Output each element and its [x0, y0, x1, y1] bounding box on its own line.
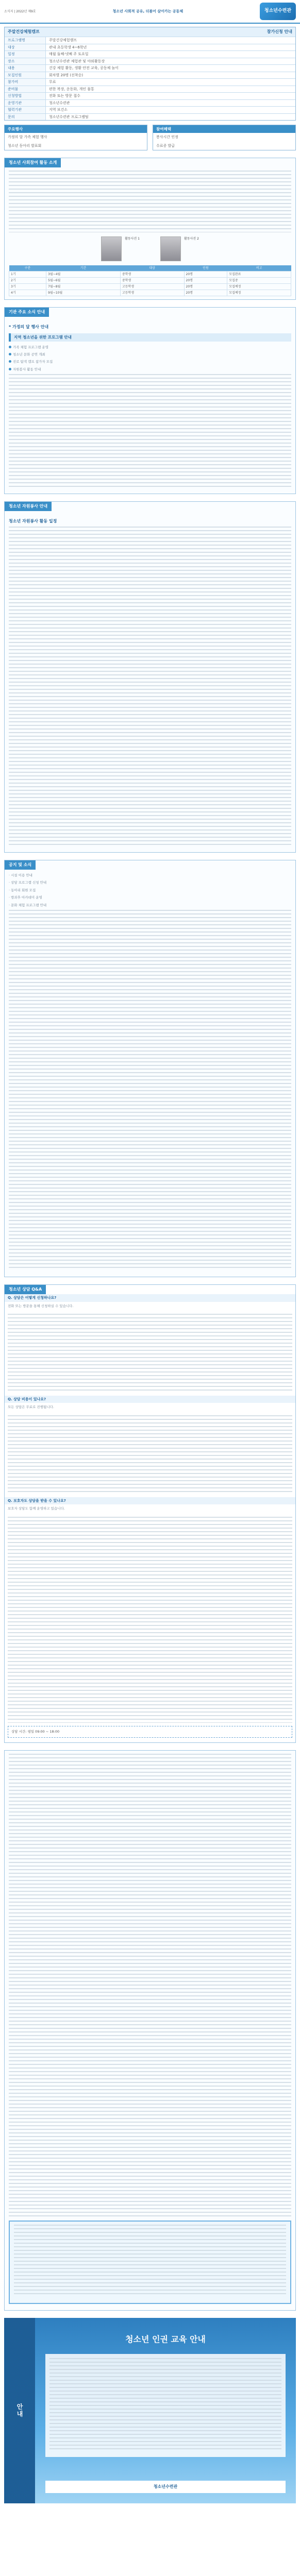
info-row	[5, 86, 295, 93]
box-line: 가정의 달 가족 체험 행사	[8, 135, 47, 140]
notice-item: · 문화 체험 프로그램 안내	[9, 903, 47, 907]
notice-item: · 동아리 회원 모집	[9, 888, 36, 892]
section-label: * 가정의 달 행사 안내	[9, 325, 49, 330]
info-value: 무료	[49, 80, 56, 84]
table-row	[9, 272, 291, 278]
activity-photo	[101, 236, 122, 261]
info-row	[5, 113, 295, 121]
table-row	[9, 290, 291, 296]
table-cell: 3월~4월	[46, 272, 121, 278]
table-header: 기간	[46, 265, 121, 272]
section-extended-content	[4, 1750, 296, 2311]
table-cell: 모집중	[227, 278, 291, 284]
box-title: 참여혜택	[153, 125, 295, 133]
table-cell: 모집예정	[227, 284, 291, 290]
notice-item: · 시설 이용 안내	[9, 873, 32, 878]
bullet-icon	[9, 360, 11, 363]
info-row	[5, 92, 295, 99]
info-row	[5, 72, 295, 79]
section-title: 청소년 사회참여 활동 소개	[5, 158, 61, 167]
table-header: 비고	[227, 265, 291, 272]
program-subtitle: 참가신청 안내	[266, 29, 292, 34]
body-text-block	[8, 1415, 292, 1493]
info-value: 청소년수련관	[49, 100, 70, 105]
news-item	[9, 352, 291, 357]
table-row	[9, 278, 291, 284]
notice-item: · 방과후 아카데미 운영	[9, 895, 42, 900]
news-item-text: 가족 체험 프로그램 운영	[13, 345, 48, 349]
section-volunteer	[4, 501, 296, 853]
info-row	[5, 50, 295, 58]
photo-row	[9, 236, 291, 261]
info-key: 협력기관	[5, 107, 46, 113]
info-key: 프로그램명	[5, 37, 46, 44]
info-row	[5, 78, 295, 86]
info-row	[5, 106, 295, 113]
table-cell: 7월~8월	[46, 284, 121, 290]
activity-photo	[160, 236, 181, 261]
table-row	[9, 284, 291, 290]
faq-answer: 보호자 상담도 함께 운영하고 있습니다.	[8, 1506, 65, 1511]
logo: 청소년수련관	[260, 3, 296, 20]
news-item-text: 진로 탐색 캠프 참가자 모집	[13, 360, 53, 364]
info-key: 신청방법	[5, 93, 46, 99]
section-notices	[4, 860, 296, 1277]
header	[0, 0, 300, 24]
table-cell: 모집예정	[227, 290, 291, 296]
faq-question: Q. 상담은 어떻게 신청하나요?	[5, 1294, 295, 1302]
info-row	[5, 99, 295, 107]
table-cell: 4기	[9, 290, 46, 296]
photo-card	[101, 236, 140, 261]
body-text-block	[8, 1517, 292, 1723]
promo-banner	[4, 2318, 296, 2503]
section-subtitle: 청소년 자원봉사 활동 일정	[9, 519, 57, 524]
info-key: 문의	[5, 114, 46, 121]
box-line: 봉사시간 인정	[156, 135, 178, 140]
promo-body	[45, 2354, 286, 2457]
table-header: 대상	[120, 265, 184, 272]
promo-text-block	[49, 2358, 281, 2451]
table-cell: 9월~10월	[46, 290, 121, 296]
faq-answer: 모든 상담은 무료로 진행됩니다.	[8, 1405, 54, 1410]
photo-card	[160, 236, 199, 261]
table-cell: 고등학생	[120, 284, 184, 290]
news-item-text: 자원봉사 활동 안내	[13, 367, 41, 371]
news-item	[9, 367, 291, 372]
body-text-block	[9, 910, 291, 1270]
summary-box-benefits	[153, 125, 296, 150]
program-info-table	[4, 27, 296, 121]
info-value: 주말건강체험캠프	[49, 38, 77, 42]
info-key: 대상	[5, 44, 46, 51]
section-title: 청소년 자원봉사 안내	[5, 502, 52, 511]
info-row	[5, 58, 295, 65]
info-key: 일정	[5, 51, 46, 58]
info-key: 운영기관	[5, 100, 46, 107]
info-key: 내용	[5, 65, 46, 72]
faq-question: Q. 보호자도 상담을 받을 수 있나요?	[5, 1497, 295, 1505]
table-cell: 20명	[184, 290, 227, 296]
body-text-block	[9, 527, 291, 846]
news-item	[9, 345, 291, 350]
info-value: 회차별 20명 (선착순)	[49, 73, 84, 77]
info-key: 참가비	[5, 79, 46, 86]
section-social-participation	[4, 158, 296, 300]
promo-title: 청소년 인권 교육 안내	[125, 2334, 206, 2345]
schedule-table	[9, 265, 291, 296]
section-title: 공지 및 소식	[5, 860, 36, 870]
body-text-block	[9, 374, 291, 487]
box-line: 청소년 동아리 발표회	[8, 143, 42, 148]
body-text-block	[9, 1754, 291, 2217]
table-cell: 2기	[9, 278, 46, 284]
info-value: 건강 체험 활동, 생활 안전 교육, 공동체 놀이	[49, 66, 119, 70]
body-text-block	[8, 1314, 292, 1391]
summary-box-events	[4, 125, 147, 150]
notice-item: · 상담 프로그램 신청 안내	[9, 880, 47, 885]
info-key: 모집인원	[5, 72, 46, 79]
info-value: 청소년수련관 체험관 및 야외활동장	[49, 59, 105, 63]
table-cell: 20명	[184, 278, 227, 284]
info-key: 준비물	[5, 86, 46, 93]
section-news	[4, 307, 296, 494]
issue-label: 소식지 | 2022년 제9호	[4, 9, 36, 13]
bullet-icon	[9, 346, 11, 348]
info-value: 지역 보건소	[49, 108, 68, 112]
info-value: 관내 초등학생 4~6학년	[49, 45, 87, 49]
table-cell: 20명	[184, 284, 227, 290]
bullet-icon	[9, 353, 11, 355]
highlight-bar: 지역 청소년을 위한 프로그램 안내	[9, 333, 291, 341]
table-cell: 고등학생	[120, 290, 184, 296]
callout-text-block	[14, 2225, 286, 2297]
photo-caption: 활동사진 1	[125, 237, 140, 241]
news-item	[9, 359, 291, 364]
table-cell: 5월~6월	[46, 278, 121, 284]
info-row	[5, 44, 295, 51]
program-info-title-row	[5, 27, 295, 37]
table-header: 인원	[184, 265, 227, 272]
table-header: 구분	[9, 265, 46, 272]
faq-note: 상담 시간: 평일 09:00 ~ 18:00	[8, 1726, 292, 1738]
promo-footer: 청소년수련관	[45, 2481, 286, 2493]
promo-ribbon: 안내	[4, 2318, 35, 2503]
faq-answer: 전화 또는 방문을 통해 신청하실 수 있습니다.	[8, 1303, 74, 1308]
section-title: 기관 주요 소식 안내	[5, 308, 49, 317]
info-value: 청소년수련관 프로그램팀	[49, 114, 89, 119]
info-value: 매월 둘째·넷째 주 토요일	[49, 52, 89, 56]
info-value: 편한 복장, 운동화, 개인 물통	[49, 87, 94, 91]
table-cell: 모집완료	[227, 272, 291, 278]
faq-section	[4, 1284, 296, 1743]
faq-title: 청소년 상담 Q&A	[5, 1285, 46, 1294]
photo-caption: 활동사진 2	[184, 237, 199, 241]
table-cell: 1기	[9, 272, 46, 278]
table-cell: 중학생	[120, 278, 184, 284]
faq-question: Q. 상담 비용이 있나요?	[5, 1396, 295, 1403]
info-key: 장소	[5, 58, 46, 65]
table-cell: 3기	[9, 284, 46, 290]
info-row	[5, 37, 295, 44]
program-title: 주말건강체험캠프	[8, 29, 40, 34]
info-row	[5, 64, 295, 72]
summary-boxes	[4, 125, 296, 150]
bullet-icon	[9, 368, 11, 370]
info-value: 전화 또는 방문 접수	[49, 94, 80, 98]
table-cell: 20명	[184, 272, 227, 278]
box-line: 수료증 발급	[156, 143, 175, 148]
news-item-text: 청소년 문화 공연 개최	[13, 352, 45, 357]
header-slogan: 청소년 사회적 공유, 더불어 살아가는 공동체	[112, 9, 184, 13]
table-cell: 중학생	[120, 272, 184, 278]
callout-box	[9, 2221, 291, 2304]
box-title: 주요행사	[5, 125, 147, 133]
body-text-block	[9, 171, 291, 232]
